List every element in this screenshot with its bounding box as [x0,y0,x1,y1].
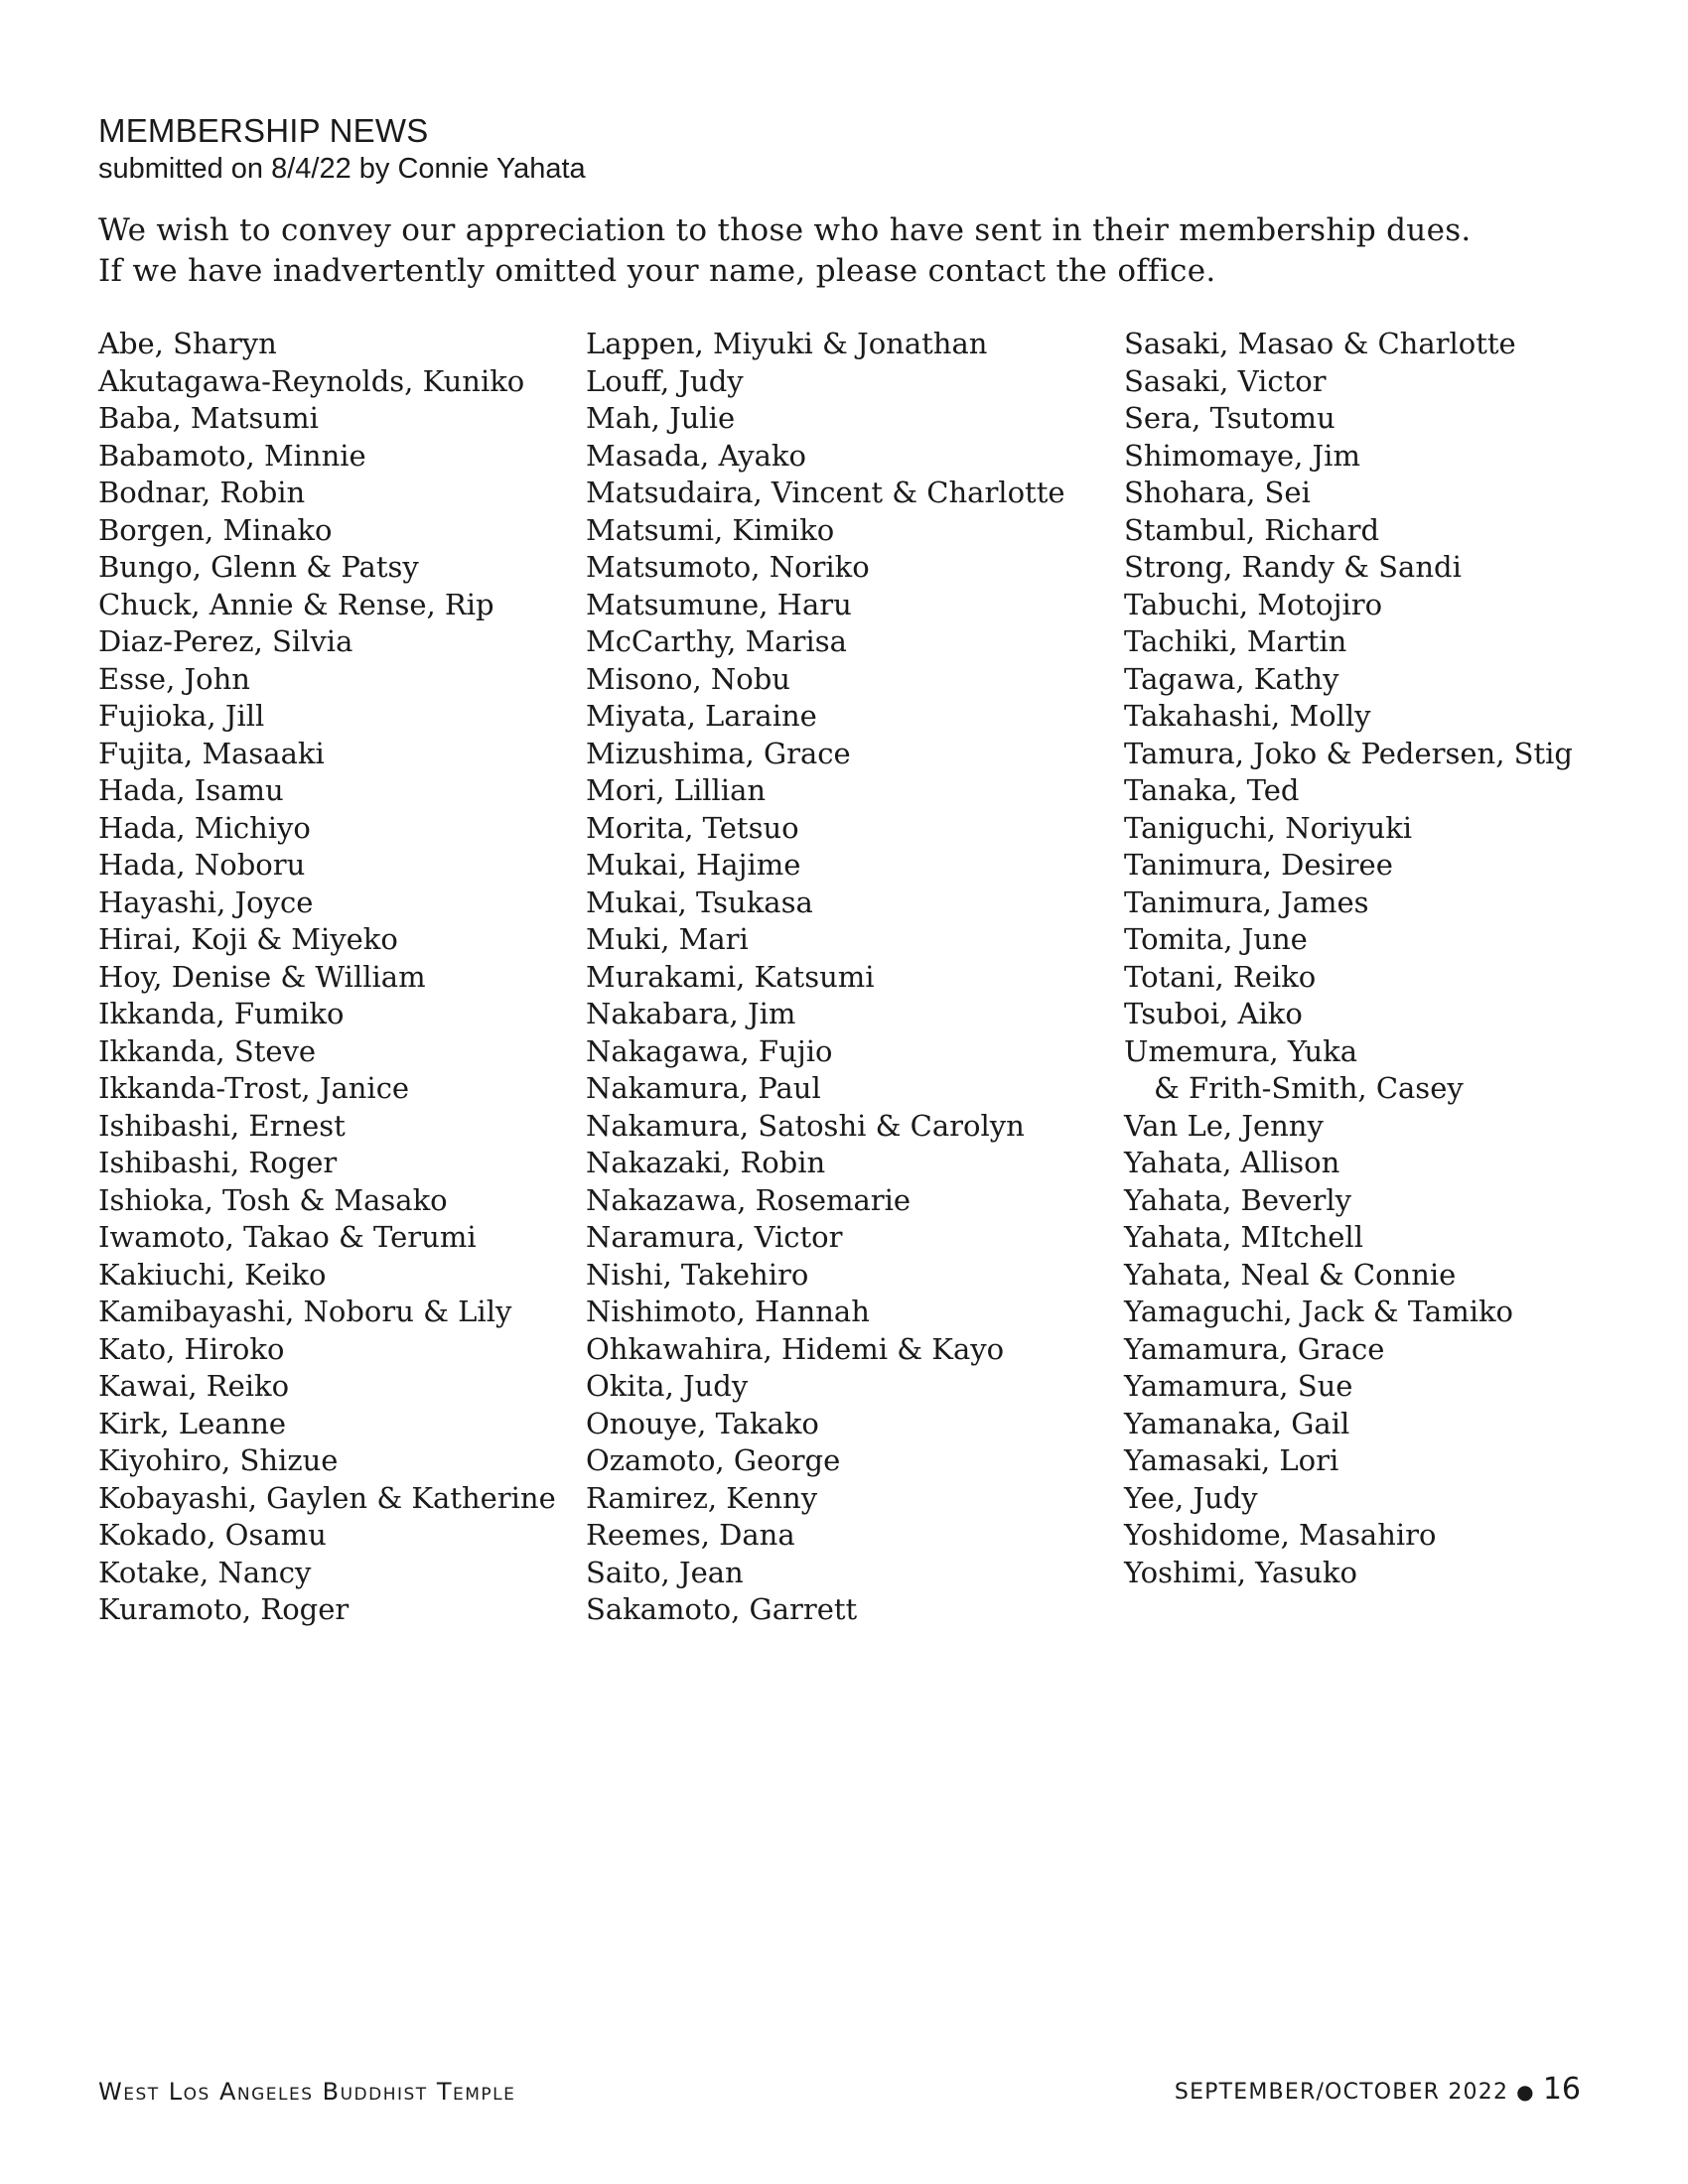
member-name: Yoshidome, Masahiro [1124,1518,1437,1552]
member-name: Esse, John [98,661,250,696]
member-name: Louff, Judy [586,363,744,398]
member-name: Ishioka, Tosh & Masako [98,1182,448,1217]
page-number: 16 [1542,2072,1581,2107]
member-name: Tanaka, Ted [1124,773,1300,807]
member-name: Umemura, Yuka [1124,1033,1358,1068]
member-name: Tomita, June [1124,922,1308,956]
member-name: Ishibashi, Roger [98,1146,338,1179]
section-title: MEMBERSHIP NEWS [98,112,429,149]
member-name: Matsumoto, Noriko [586,550,870,584]
member-name: Hayashi, Joyce [98,885,314,919]
member-name: Ikkanda, Fumiko [98,997,345,1030]
member-name: Kato, Hiroko [98,1331,285,1366]
member-name: Yamanaka, Gail [1124,1406,1350,1440]
member-name: Murakami, Katsumi [586,959,875,994]
member-name: Yahata, Neal & Connie [1124,1257,1457,1292]
member-name: Ramirez, Kenny [586,1480,818,1515]
member-name: Kotake, Nancy [98,1555,312,1589]
member-name: Nishi, Takehiro [586,1257,809,1292]
member-name: Yamamura, Grace [1124,1331,1385,1366]
member-name: Kobayashi, Gaylen & Katherine [98,1480,556,1515]
member-name: Baba, Matsumi [98,401,319,435]
member-name: Hada, Noboru [98,848,306,882]
footer-issue-info [1175,2073,1581,2110]
member-name: Shimomaye, Jim [1124,438,1360,473]
member-name: Reemes, Dana [586,1518,795,1552]
member-name: Yamasaki, Lori [1124,1443,1339,1477]
footer-bullet: ● [1516,2080,1535,2104]
member-name: Masada, Ayako [586,438,806,473]
member-name: Babamoto, Minnie [98,438,366,473]
member-name: Nakabara, Jim [586,997,796,1030]
member-name: Lappen, Miyuki & Jonathan [586,327,988,360]
member-name: Matsudaira, Vincent & Charlotte [586,476,1065,509]
member-name: Ishibashi, Ernest [98,1108,346,1143]
member-name: Ikkanda-Trost, Janice [98,1071,410,1105]
member-name: Sasaki, Masao & Charlotte [1124,327,1516,360]
member-name: Sasaki, Victor [1124,363,1327,398]
footer-issue: SEPTEMBER/OCTOBER 2022 [1174,2080,1509,2105]
member-name: Tabuchi, Motojiro [1124,587,1383,621]
member-name: Ohkawahira, Hidemi & Kayo [586,1331,1005,1366]
member-name: Tanimura, James [1124,885,1369,919]
member-name: Nakazawa, Rosemarie [586,1182,912,1217]
member-name: Hada, Michiyo [98,810,311,845]
member-name: Matsumune, Haru [586,587,852,621]
member-name: Iwamoto, Takao & Terumi [98,1220,477,1254]
member-name: Kakiuchi, Keiko [98,1257,327,1292]
member-name: Mizushima, Grace [586,736,851,770]
member-name: Stambul, Richard [1124,512,1380,547]
member-name: Bungo, Glenn & Patsy [98,550,419,584]
member-name: Mukai, Hajime [586,848,801,882]
member-name: Diaz-Perez, Silvia [98,624,353,658]
member-name: Ikkanda, Steve [98,1033,317,1068]
member-name: Tagawa, Kathy [1124,661,1339,696]
member-name: Morita, Tetsuo [586,810,799,845]
member-name: Okita, Judy [586,1369,749,1403]
member-name: Yoshimi, Yasuko [1124,1555,1357,1589]
member-name: Tanimura, Desiree [1124,848,1393,882]
member-name: Shohara, Sei [1124,476,1311,509]
member-name: Tamura, Joko & Pedersen, Stig [1124,736,1573,770]
member-name: Strong, Randy & Sandi [1124,550,1462,584]
member-name: Yamaguchi, Jack & Tamiko [1124,1295,1514,1328]
member-name: Miyata, Laraine [586,699,817,733]
member-name: Tachiki, Martin [1124,624,1347,658]
member-name: Taniguchi, Noriyuki [1124,810,1413,845]
submitted-byline: submitted on 8/4/22 by Connie Yahata [98,153,586,185]
member-name: Matsumi, Kimiko [586,512,835,547]
member-name: Mukai, Tsukasa [586,885,813,919]
member-column-1 [98,326,556,1629]
member-name: Kuramoto, Roger [98,1592,350,1626]
member-name: Onouye, Takako [586,1406,819,1440]
member-name: Nakamura, Paul [586,1071,821,1105]
footer-organization: West Los Angeles Buddhist Temple [98,2078,516,2106]
member-name: Sera, Tsutomu [1124,401,1336,435]
member-name: Nakagawa, Fujio [586,1033,833,1068]
member-name: Yahata, Beverly [1124,1182,1352,1217]
member-name: Saito, Jean [586,1555,744,1589]
member-name: Totani, Reiko [1124,959,1317,994]
member-name: Akutagawa-Reynolds, Kuniko [98,363,525,398]
member-name: Kamibayashi, Noboru & Lily [98,1295,512,1328]
member-name: Muki, Mari [586,922,749,956]
member-name: Hirai, Koji & Miyeko [98,922,398,956]
member-name: Ozamoto, George [586,1443,841,1477]
member-name: Mah, Julie [586,401,736,435]
member-name: Borgen, Minako [98,512,333,547]
member-name: Naramura, Victor [586,1220,843,1254]
member-name: Hada, Isamu [98,773,284,807]
member-name: Yamamura, Sue [1124,1369,1353,1403]
member-name: & Frith-Smith, Casey [1154,1071,1464,1105]
member-column-3 [1124,326,1573,1591]
member-name: Van Le, Jenny [1124,1108,1324,1143]
member-column-2 [586,326,1065,1629]
member-name: Nishimoto, Hannah [586,1295,870,1328]
member-name: Yahata, MItchell [1124,1220,1363,1254]
member-name: Abe, Sharyn [98,327,277,360]
member-name: Tsuboi, Aiko [1124,997,1303,1030]
member-name: Takahashi, Molly [1124,699,1371,733]
member-name: Kokado, Osamu [98,1518,327,1552]
member-name: Chuck, Annie & Rense, Rip [98,587,494,621]
member-name: Misono, Nobu [586,661,790,696]
member-name: Yahata, Allison [1124,1146,1340,1179]
member-name: Kirk, Leanne [98,1406,287,1440]
intro-line-2: If we have inadvertently omitted your name, please contact the office. [98,253,1216,289]
member-name: Fujioka, Jill [98,699,265,733]
member-name: McCarthy, Marisa [586,624,847,658]
member-name: Nakazaki, Robin [586,1146,826,1179]
member-name: Fujita, Masaaki [98,736,325,770]
member-name: Kawai, Reiko [98,1369,290,1403]
member-name: Yee, Judy [1124,1480,1258,1515]
intro-paragraph [98,210,1608,292]
member-name: Hoy, Denise & William [98,959,426,994]
member-name: Kiyohiro, Shizue [98,1443,339,1477]
member-name: Sakamoto, Garrett [586,1592,858,1626]
intro-line-1: We wish to convey our appreciation to those who have sent in their membership dues. [98,212,1472,248]
member-name: Nakamura, Satoshi & Carolyn [586,1108,1025,1143]
member-name: Bodnar, Robin [98,476,306,509]
member-name: Mori, Lillian [586,773,767,807]
